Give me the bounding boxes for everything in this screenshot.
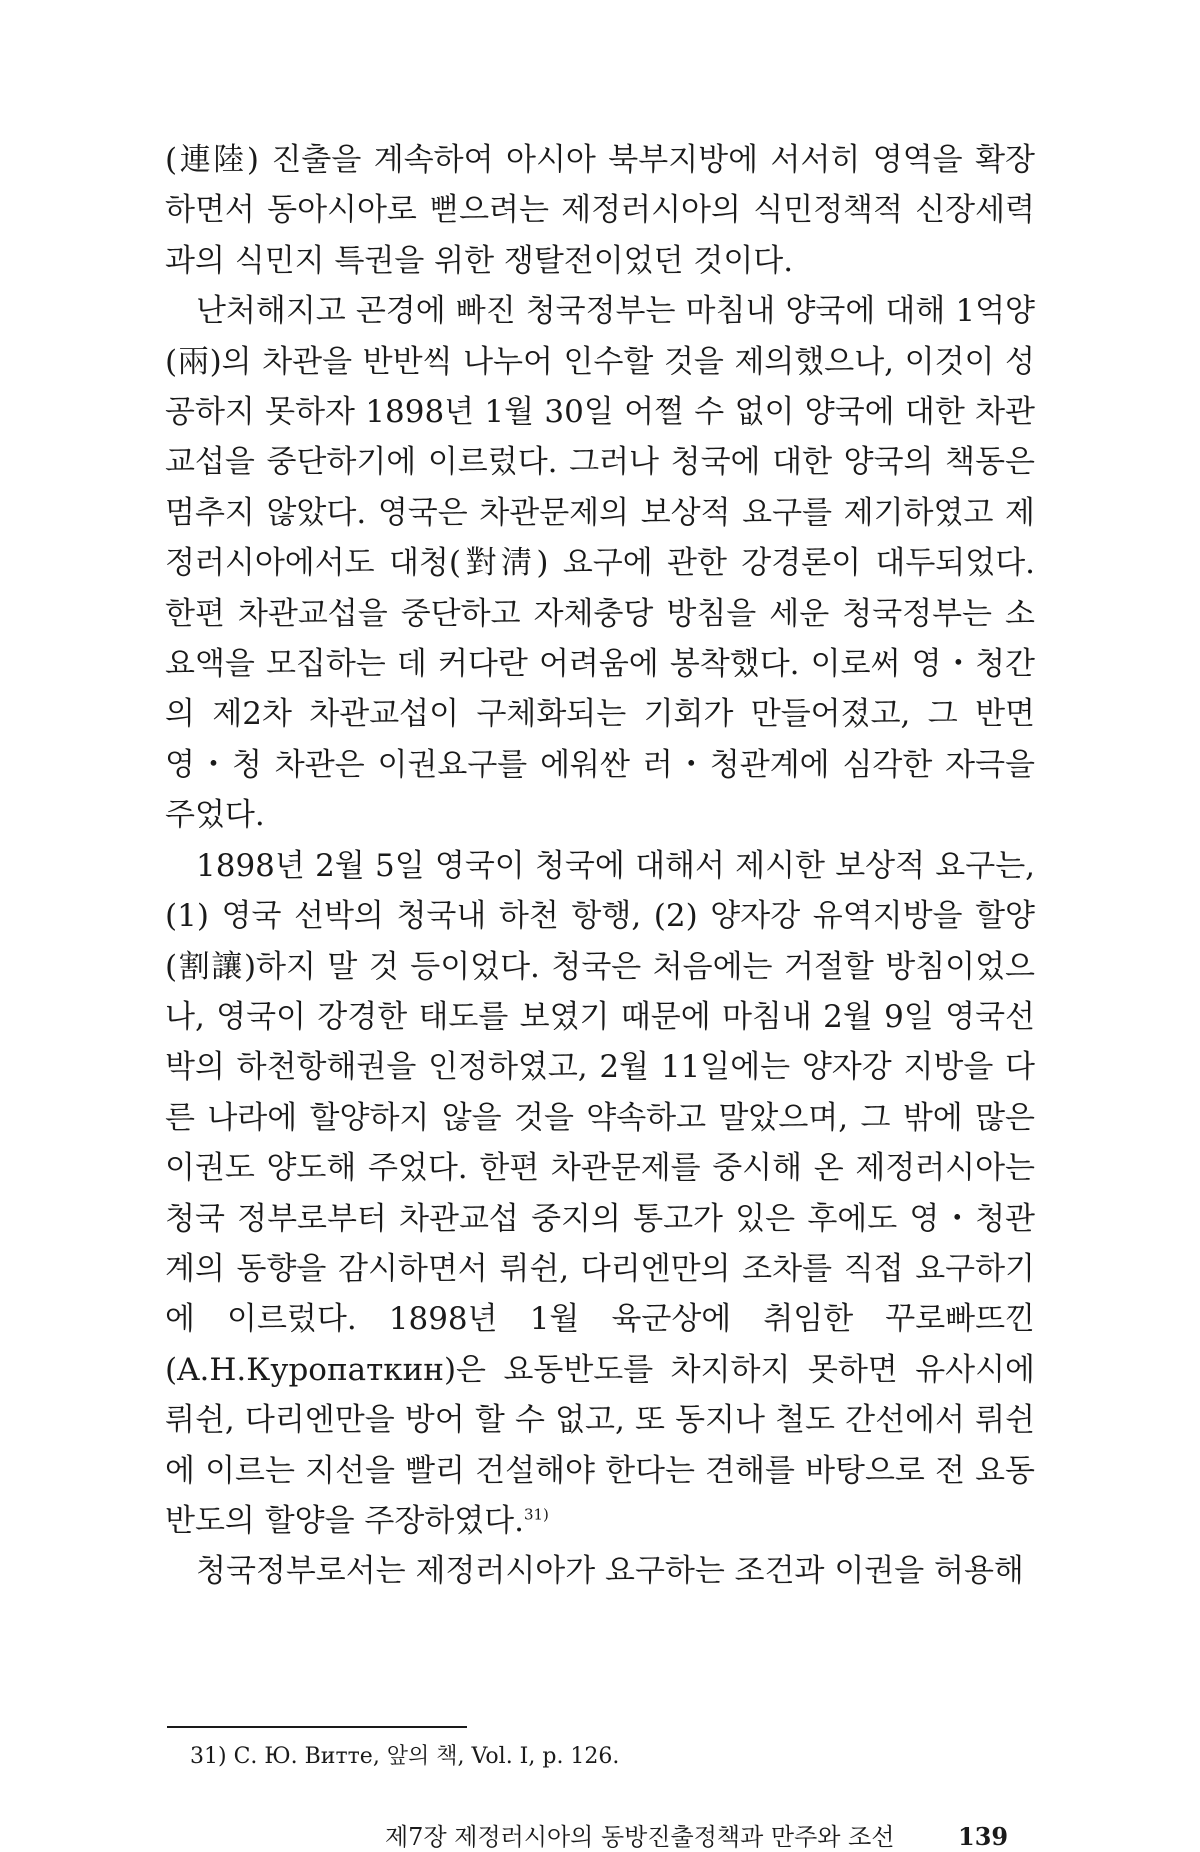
footnote-reference[interactable]: 31) [523, 1505, 549, 1524]
paragraph-3-text: 1898년 2월 5일 영국이 청국에 대해서 제시한 보상적 요구는, (1) 영국 선박의 청국내 하천 항행, (2) 양자강 유역지방을 할양(割讓)하지 말 것 등이었다. 청국은 처음에는 거절할 방침이었으나, 영국이 강경한 태도를 보였기 때문에 마침내 2월 9일 영국선박의 하천항해권을 인정하였고, 2월 11일에는 양자강 지방을 다른 나라에 할양하지 않을 것을 약속하고 말았으며, 그 밖에 많은 이권도 양도해 주었다. 한편 차관문제를 중시해 온 제정러시아는 청국 정부로부터 차관교섭 중지의 통고가 있은 후에도 영・청관계의 동향을 감시하면서 뤼쉰, 다리엔만의 조차를 직접 요구하기에 이르렀다. 1898년 1월 육군상에 취임한 꾸로빠뜨낀(A.H.Куропаткин)은 요동반도를 차지하지 못하면 유사시에 뤼쉰, 다리엔만을 방어 할 수 없고, 또 동지나 철도 간선에서 뤼쉰에 이르는 지선을 빨리 건설해야 한다는 견해를 바탕으로 전 요동반도의 할양을 주장하였다. [165, 847, 1035, 1539]
paragraph-4: 청국정부로서는 제정러시아가 요구하는 조건과 이권을 허용해 [196, 1553, 1024, 1590]
page-number: 139 [958, 1822, 1009, 1851]
paragraph-3 [165, 841, 1035, 1547]
footnote: 31) С. Ю. Витте, 앞의 책, Vol. I, p. 126. [190, 1744, 620, 1769]
paragraph-1: (連陸) 진출을 계속하여 아시아 북부지방에 서서히 영역을 확장하면서 동아시아로 뻗으려는 제정러시아의 식민정책적 신장세력과의 식민지 특권을 위한 쟁탈전이었던 것이다. [165, 142, 1035, 279]
footnote-divider [167, 1726, 467, 1728]
paragraph-2: 난처해지고 곤경에 빠진 청국정부는 마침내 양국에 대해 1억양(兩)의 차관을 반반씩 나누어 인수할 것을 제의했으나, 이것이 성공하지 못하자 1898년 1월 30일 어쩔 수 없이 양국에 대한 차관교섭을 중단하기에 이르렀다. 그러나 청국에 대한 양국의 책동은 멈추지 않았다. 영국은 차관문제의 보상적 요구를 제기하였고 제정러시아에서도 대청(對淸) 요구에 관한 강경론이 대두되었다. 한편 차관교섭을 중단하고 자체충당 방침을 세운 청국정부는 소요액을 모집하는 데 커다란 어려움에 봉착했다. 이로써 영・청간의 제2차 차관교섭이 구체화되는 기회가 만들어졌고, 그 반면 영・청 차관은 이권요구를 에워싼 러・청관계에 심각한 자극을 주었다. [165, 293, 1035, 834]
running-footer: 제7장 제정러시아의 동방진출정책과 만주와 조선 [385, 1823, 895, 1851]
body-text [165, 135, 1035, 1597]
